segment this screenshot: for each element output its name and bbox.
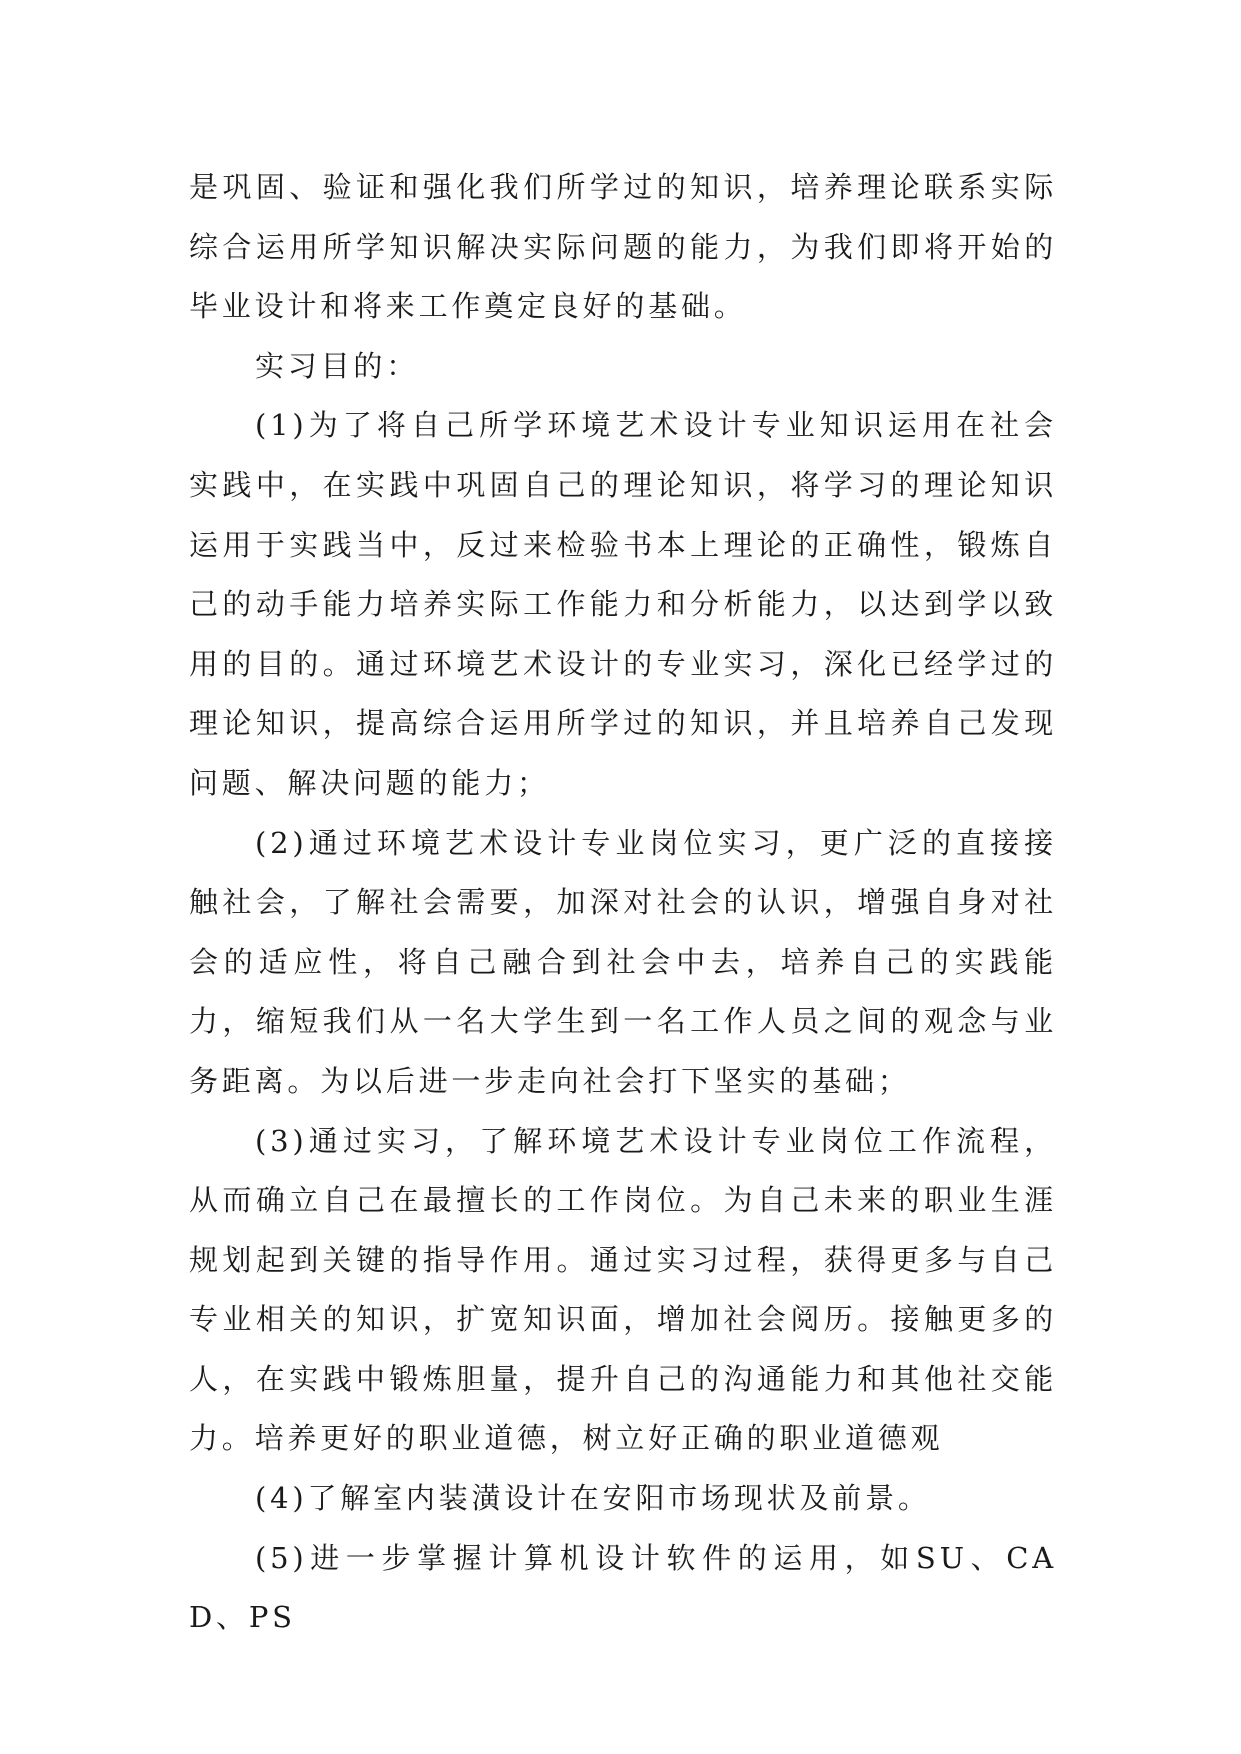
- paragraph-purpose-heading: 实习目的：: [255, 348, 420, 383]
- paragraph-purpose-4: (4)了解室内装潢设计在安阳市场现状及前景。: [255, 1481, 931, 1516]
- document-body: [189, 158, 1057, 1648]
- paragraph-purpose-3: (3)通过实习，了解环境艺术设计专业岗位工作流程，从而确立自己在最擅长的工作岗位。为自己未来的职业生涯规划起到关键的指导作用。通过实习过程，获得更多与自己专业相关的知识，扩宽知识面，增加社会阅历。接触更多的人，在实践中锻炼胆量，提升自己的沟通能力和其他社交能力。培养更好的职业道德，树立好正确的职业道德观: [189, 1123, 1057, 1456]
- paragraph-intro-continuation: 是巩固、验证和强化我们所学过的知识，培养理论联系实际综合运用所学知识解决实际问题的能力，为我们即将开始的毕业设计和将来工作奠定良好的基础。: [189, 170, 1057, 324]
- paragraph-purpose-1: (1)为了将自己所学环境艺术设计专业知识运用在社会实践中，在实践中巩固自己的理论知识，将学习的理论知识运用于实践当中，反过来检验书本上理论的正确性，锻炼自己的动手能力培养实际工作能力和分析能力，以达到学以致用的目的。通过环境艺术设计的专业实习，深化已经学过的理论知识，提高综合运用所学过的知识，并且培养自己发现问题、解决问题的能力；: [189, 408, 1057, 800]
- paragraph-purpose-2: (2)通过环境艺术设计专业岗位实习，更广泛的直接接触社会，了解社会需要，加深对社会的认识，增强自身对社会的适应性，将自己融合到社会中去，培养自己的实践能力，缩短我们从一名大学生到一名工作人员之间的观念与业务距离。为以后进一步走向社会打下坚实的基础；: [189, 825, 1057, 1098]
- paragraph-purpose-5: (5)进一步掌握计算机设计软件的运用，如SU、CAD、PS: [189, 1540, 1057, 1635]
